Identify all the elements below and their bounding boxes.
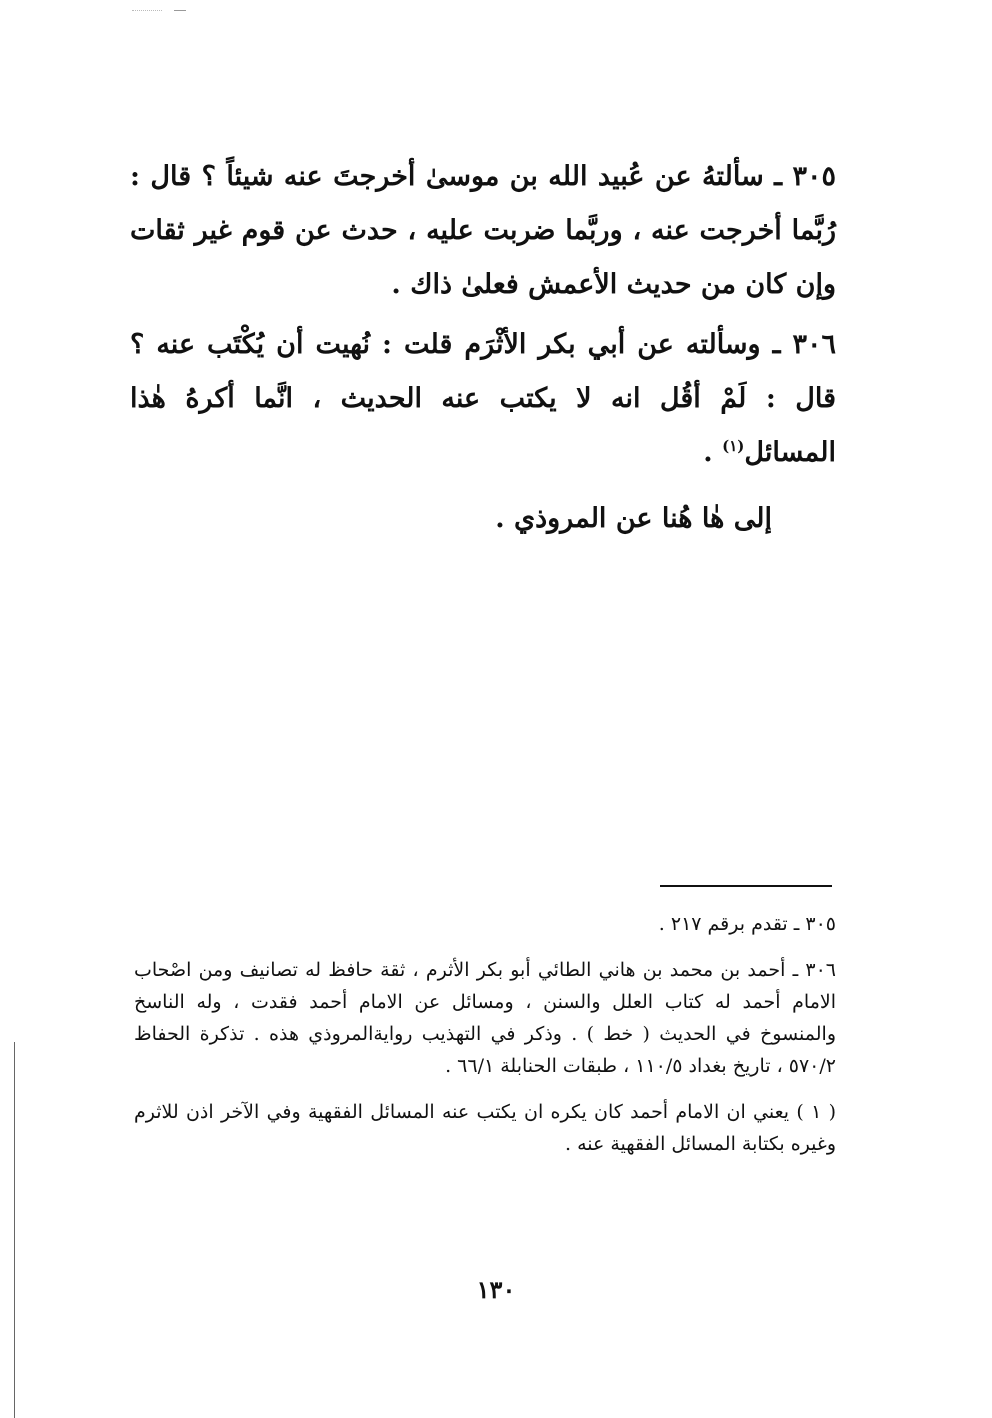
footnote-reference: (١) (722, 437, 745, 455)
scan-margin-line (14, 1042, 15, 1418)
footnote-separator (660, 885, 832, 887)
footnote-306: ٣٠٦ ـ أحمد بن محمد بن هاني الطائي أبو بكر الأثرم ، ثقة حافظ له تصانيف ومن اصْحاب الامام أحمد له كتاب العلل والسنن ، ومسائل عن الامام أحمد فقدت ، وله الناسخ والمنسوخ في الحديث ( خط ) . وذكر في التهذيب روايةالمروذي هذه . تذكرة الحفاظ ٥٧٠/٢ ، تاريخ بغداد ١١٠/٥ ، طبقات الحنابلة ٦٦/١ . (134, 959, 836, 1077)
paragraph-306 (130, 318, 836, 480)
paragraph-305: ٣٠٥ ـ سألتهُ عن عُبيد الله بن موسىٰ أخرجتَ عنه شيئاً ؟ قال : رُبَّما أخرجت عنه ، وربَّما ضربت عليه ، حدث عن قوم غير ثقات وإن كان من حديث الأعمش فعلىٰ ذاك . (130, 161, 836, 300)
paragraph-306-text: ٣٠٦ ـ وسألته عن أبي بكر الأثْرَم قلت : نُهيت أن يُكْتَب عنه ؟ قال : لَمْ أقُل انه لا يكتب عنه الحديث ، انَّما أكرهُ هٰذا المسائل (130, 329, 836, 468)
scan-artifact (132, 10, 162, 12)
footnote-1: ( ١ ) يعني ان الامام أحمد كان يكره ان يكتب عنه المسائل الفقهية وفي الآخر اذن للاثرم وغيره بكتابة المسائل الفقهية عنه . (134, 1101, 837, 1155)
main-text (130, 150, 836, 552)
closing-line: إلى هٰا هُنا عن المروذي . (495, 503, 772, 534)
footnote-305: ٣٠٥ ـ تقدم برقم ٢١٧ . (658, 913, 836, 935)
paragraph-306-end: . (703, 437, 723, 468)
page-number: ١٣٠ (476, 1275, 516, 1304)
footnotes (134, 908, 836, 1174)
scan-artifact (174, 10, 186, 11)
